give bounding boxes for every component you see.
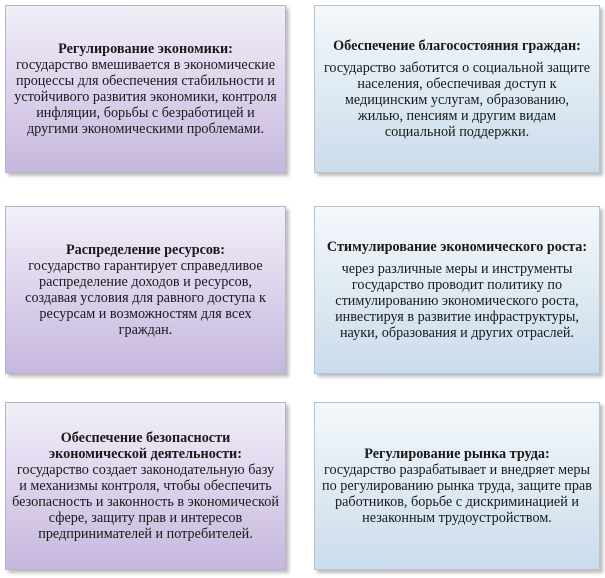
- card-body: через различные меры и инструменты государство проводит политику по стимулированию экономического роста, инвестируя в развитие инфраструктуры, науки, образования и других отраслей.: [335, 261, 579, 341]
- card-labor-market-regulation: [314, 402, 600, 570]
- card-citizen-welfare: [314, 5, 600, 173]
- card-body: государство вмешивается в экономические процессы для обеспечения стабильности и устойчивого развития экономики, контроля инфляции, борьбы с безработицей и другими экономическими проблемами.: [14, 57, 277, 137]
- card-economic-security: [5, 402, 286, 570]
- card-body: государство заботится о социальной защите населения, обеспечивая доступ к медицинским услугам, образованию, жилью, пенсиям и другим видам социальной поддержки.: [323, 60, 591, 140]
- card-economic-regulation: [5, 5, 286, 173]
- card-title: Обеспечение благосостояния граждан:: [333, 38, 581, 54]
- card-title: Обеспечение безопасности экономической деятельности:: [49, 430, 242, 462]
- card-title: Регулирование экономики:: [58, 41, 233, 57]
- card-body: государство создает законодательную базу и механизмы контроля, чтобы обеспечить безопасность и законность в экономической сфере, защиту прав и интересов предпринимателей и потребителей.: [12, 462, 279, 542]
- card-title: Регулирование рынка труда:: [364, 446, 550, 462]
- card-title: Стимулирование экономического роста:: [326, 239, 588, 255]
- card-body: государство разрабатывает и внедряет меры по регулированию рынка труда, защите прав работников, борьбе с дискриминацией и незаконным трудоустройством.: [322, 462, 592, 526]
- card-growth-stimulation: [314, 206, 600, 374]
- card-body: государство гарантирует справедливое распределение доходов и ресурсов, создавая условия для равного доступа к ресурсам и возможностям для всех граждан.: [25, 258, 266, 338]
- card-title: Распределение ресурсов:: [65, 242, 226, 258]
- card-resource-distribution: [5, 206, 286, 374]
